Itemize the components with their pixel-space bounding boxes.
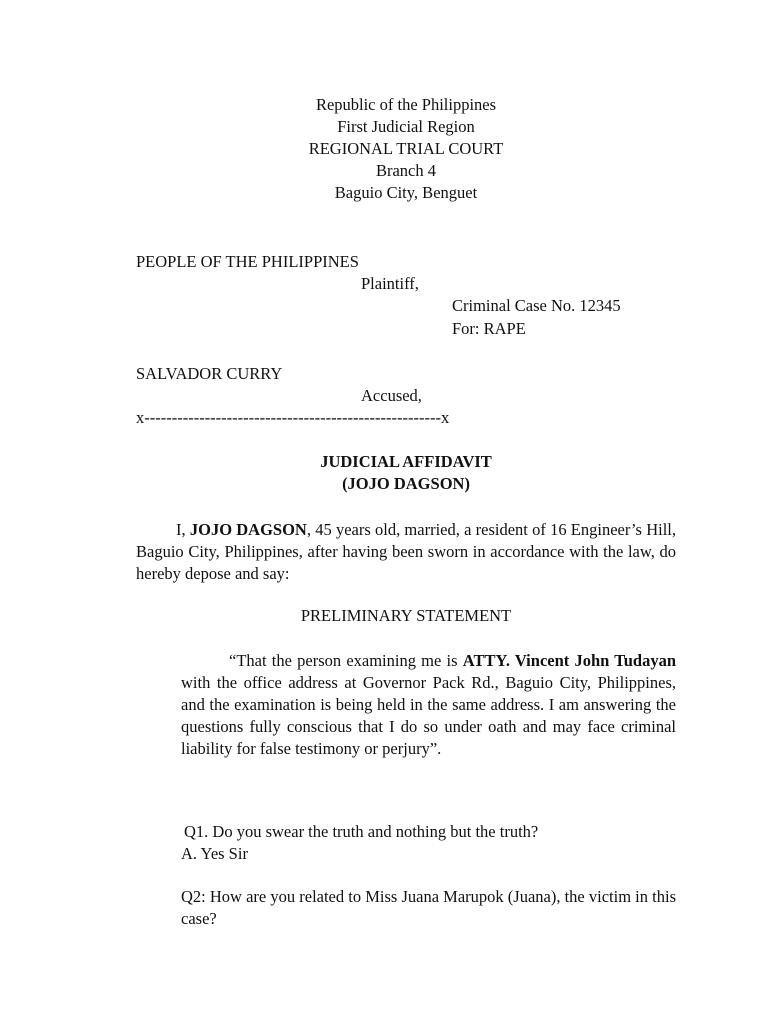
answer-1: A. Yes Sir (181, 844, 248, 863)
title-line-1: JUDICIAL AFFIDAVIT (320, 452, 492, 471)
header-city: Baguio City, Benguet (334, 183, 478, 202)
court-header (0, 94, 768, 204)
plaintiff-name: PEOPLE OF THE PHILIPPINES (136, 252, 359, 271)
header-court: REGIONAL TRIAL COURT (308, 139, 504, 158)
preliminary-paragraph (181, 650, 676, 760)
header-republic: Republic of the Philippines (315, 95, 497, 114)
intro-text: , 45 years old, married, a resident of 16 Engineer’s Hill, Baguio City, Philippines, after having been sworn in accordance with the law, do hereby depose and say: (136, 520, 677, 583)
caption-separator: x------------------------------------------------------x (136, 408, 450, 427)
preliminary-open: “That the person examining me is (229, 651, 463, 670)
accused-role: Accused, (361, 386, 422, 405)
question-1: Q1. Do you swear the truth and nothing but the truth? (184, 822, 539, 841)
title-line-2: (JOJO DAGSON) (342, 474, 470, 493)
accused-name: SALVADOR CURRY (136, 364, 283, 383)
case-number: Criminal Case No. 12345 (452, 296, 621, 315)
intro-prefix: I, (176, 520, 190, 539)
intro-paragraph (136, 519, 676, 585)
document-title (0, 451, 768, 495)
header-branch: Branch 4 (375, 161, 437, 180)
header-region: First Judicial Region (337, 117, 475, 136)
question-2: Q2: How are you related to Miss Juana Marupok (Juana), the victim in this case? (181, 887, 676, 928)
plaintiff-role: Plaintiff, (361, 274, 419, 293)
affiant-name: JOJO DAGSON (189, 520, 307, 539)
case-offense: For: RAPE (452, 319, 526, 338)
preliminary-text: with the office address at Governor Pack Rd., Baguio City, Philippines, and the examination is being held in the same address. I am answering the questions fully conscious that I do so under oath and may face criminal liability for false testimony or perjury”. (181, 673, 676, 758)
preliminary-heading: PRELIMINARY STATEMENT (300, 606, 512, 625)
examiner-name: ATTY. Vincent John Tudayan (462, 651, 676, 670)
